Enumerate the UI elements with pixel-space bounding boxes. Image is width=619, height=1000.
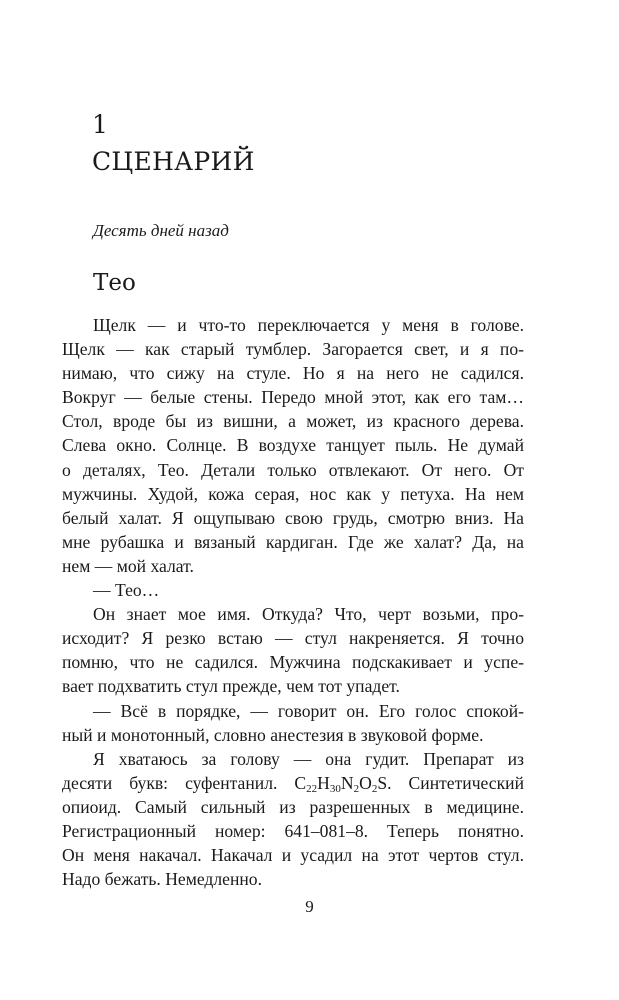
page-number: 9 <box>305 897 314 916</box>
formula-element: O <box>359 772 372 793</box>
text-line: Щелк — как старый тумблер. Загорается свет, и я по- <box>62 339 524 360</box>
formula-prefix: десяти букв: суфентанил. <box>62 772 295 793</box>
formula-element: N <box>340 772 354 793</box>
text-line: мужчины. Худой, кожа серая, нос как у петуха. На нем <box>62 483 524 504</box>
text-line: мне рубашка и вязаный кардиган. Где же халат? Да, на <box>62 531 524 552</box>
text-line: Стол, вроде бы из вишни, а может, из красного дерева. <box>62 411 524 432</box>
chemical-formula-line <box>62 771 524 795</box>
chapter-epigraph: Десять дней назад <box>93 221 229 240</box>
chapter-number: 1 <box>92 110 109 139</box>
dialogue-line: — Тео… <box>93 580 160 601</box>
text-line: Регистрационный номер: 641–081–8. Теперь понятно. <box>62 820 524 841</box>
text-line: о деталях, Тео. Детали только отвлекают. От него. От <box>62 459 524 480</box>
text-line: ный и монотонный, словно анестезия в звуковой форме. <box>62 724 484 745</box>
text-line: Щелк — и что-то переключается у меня в голове. <box>93 315 524 335</box>
text-line: нем — мой халат. <box>62 555 194 576</box>
text-line: белый халат. Я ощупываю свою грудь, смотрю вниз. На <box>62 507 524 528</box>
formula-subscript: 30 <box>329 782 341 795</box>
dialogue-line: — Всё в порядке, — говорит он. Его голос спокой- <box>93 700 524 721</box>
formula-element: C <box>294 772 307 793</box>
formula-subscript: 2 <box>353 782 360 795</box>
text-line: Он меня накачал. Накачал и усадил на этот чертов стул. <box>62 845 524 866</box>
text-line: помню, что не садился. Мужчина подскакивает и успе- <box>62 652 524 673</box>
formula-suffix: . Синтетический <box>387 772 524 793</box>
pov-character-name: Тео <box>93 270 136 296</box>
text-line: Он знает мое имя. Откуда? Что, черт возьми, про- <box>93 604 524 625</box>
text-line: Надо бежать. Немедленно. <box>62 869 262 890</box>
formula-element: S <box>377 772 388 793</box>
text-line: Вокруг — белые стены. Передо мной этот, как его там… <box>62 387 524 408</box>
text-line: Я хватаюсь за голову — она гудит. Препарат из <box>93 748 524 769</box>
formula-element: H <box>317 772 330 793</box>
formula-subscript: 2 <box>371 782 378 795</box>
text-line: Слева окно. Солнце. В воздухе танцует пыль. Не думай <box>62 435 524 456</box>
text-line: опиоид. Самый сильный из разрешенных в медицине. <box>62 796 524 817</box>
body-text <box>62 313 524 891</box>
text-line: исходит? Я резко встаю — стул накреняется. Я точно <box>62 628 524 649</box>
text-line: нимаю, что сижу на стуле. Но я на него не садился. <box>62 363 524 384</box>
text-line: вает подхватить стул прежде, чем тот упадет. <box>62 676 400 697</box>
chapter-title: СЦЕНАРИЙ <box>92 147 255 176</box>
formula-subscript: 22 <box>306 782 318 795</box>
